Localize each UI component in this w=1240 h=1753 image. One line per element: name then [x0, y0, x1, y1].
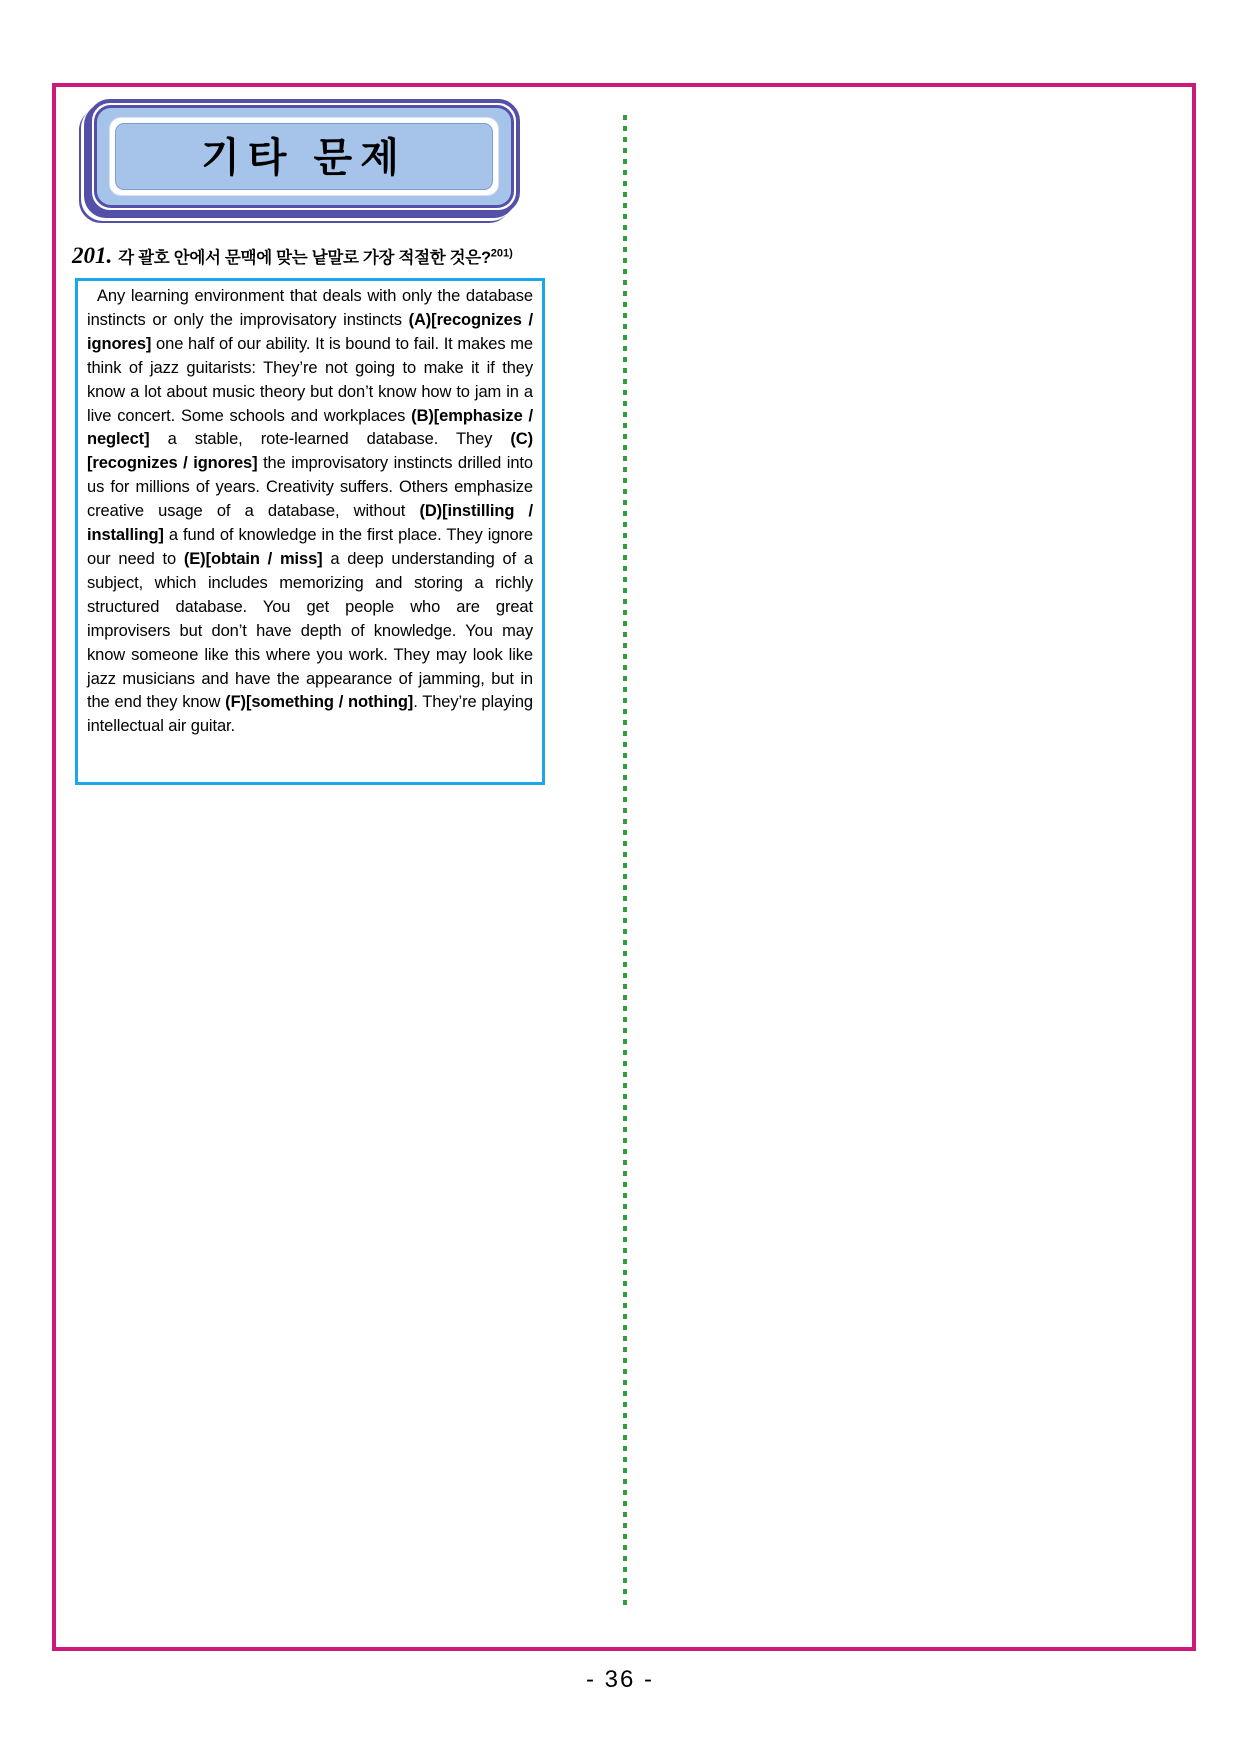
section-header-badge	[88, 99, 520, 214]
header-white-ring	[109, 117, 499, 196]
header-outer-ring	[88, 99, 520, 214]
passage-segment: Any learning environment that deals with only the database instincts or only the improvisatory instincts	[87, 287, 533, 329]
passage-segment: . They’re playing intellectual air guitar.	[87, 693, 533, 736]
section-title: 기타 문제	[115, 123, 493, 190]
question-line	[72, 243, 550, 269]
question-number: 201.	[72, 243, 113, 268]
page-number: - 36 -	[585, 1666, 654, 1693]
bracket-choice: (A)[recognizes / ignores]	[87, 310, 533, 353]
question-prompt: 각 괄호 안에서 문맥에 맞는 낱말로 가장 적절한 것은?	[118, 249, 491, 267]
question-footnote-ref: 201)	[490, 247, 513, 260]
passage-segment: a stable, rote-learned database. They	[149, 430, 511, 449]
bracket-choice: (D)[instilling / installing]	[87, 502, 533, 545]
column-divider-dotted-line	[623, 115, 627, 1608]
passage-text	[87, 285, 533, 739]
bracket-choice: (B)[emphasize / neglect]	[87, 406, 533, 449]
bracket-choice: (E)[obtain / miss]	[183, 549, 323, 568]
passage-box	[75, 278, 545, 785]
passage-segment: a fund of knowledge in the first place. They ignore our need to	[87, 526, 533, 568]
passage-segment: a deep understanding of a subject, which includes memorizing and storing a richly structured database. You get people who are great improvisers but don’t have depth of knowledge. You may know someone like this where you work. They may look like jazz musicians and have the appearance of jamming, but in the end they know	[87, 549, 533, 712]
bracket-choice: (F)[something / nothing]	[225, 693, 414, 712]
passage-segment: the improvisatory instincts drilled into us for millions of years. Creativity suffers. Others emphasize creative usage of a database, without	[87, 454, 533, 521]
header-middle-ring	[94, 105, 514, 208]
passage-segment: one half of our ability. It is bound to fail. It makes me think of jazz guitarists: They’re not going to make it if they know a lot about music theory but don’t know how to jam in a live concert. Some schools and workplaces	[87, 334, 533, 425]
bracket-choice: (C)[recognizes / ignores]	[87, 430, 533, 473]
